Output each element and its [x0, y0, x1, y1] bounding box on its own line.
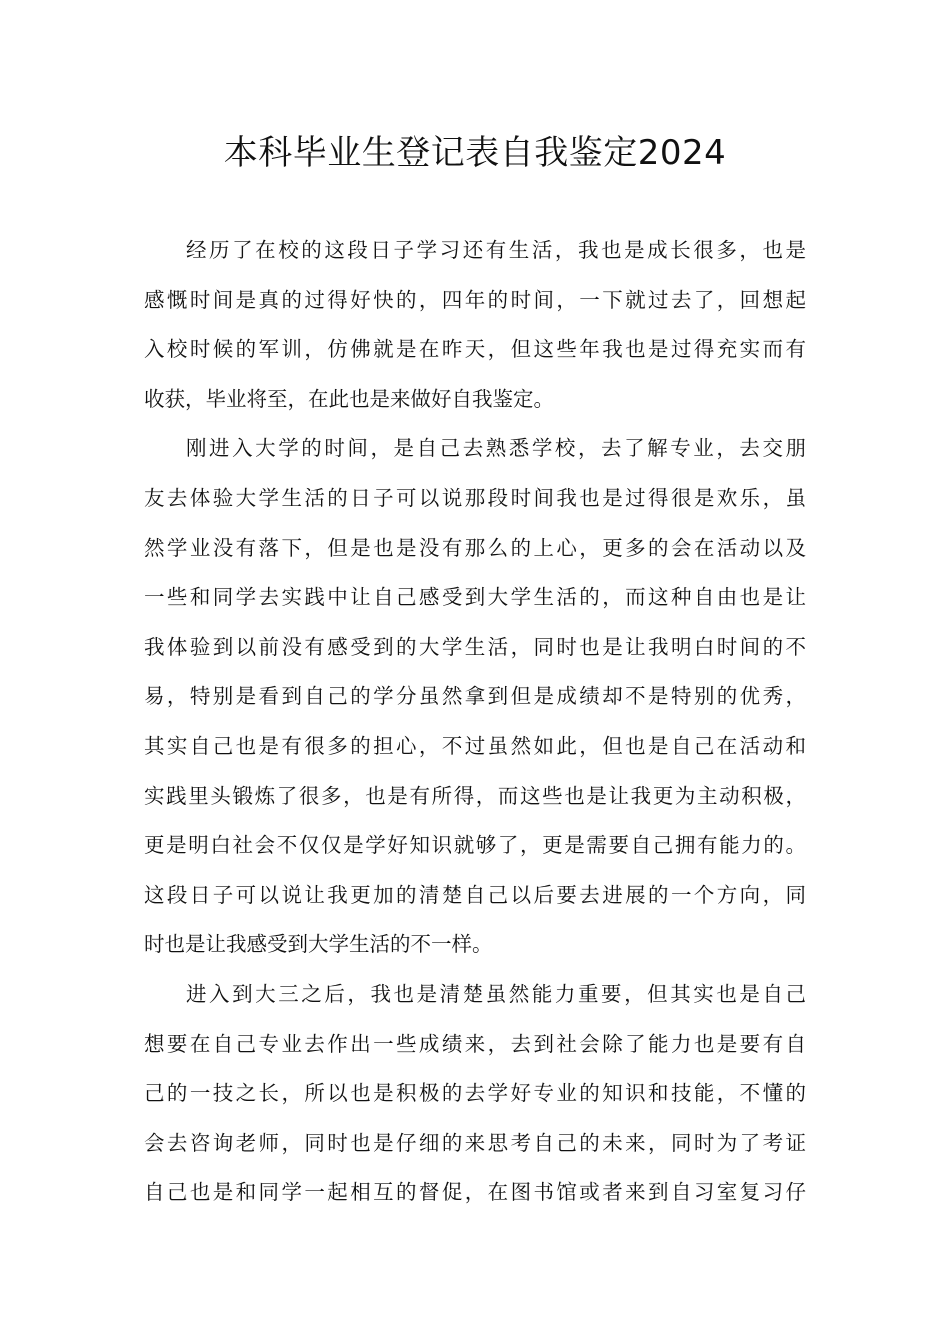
text-line: 易，特别是看到自己的学分虽然拿到但是成绩却不是特别的优秀， — [144, 684, 806, 709]
text-line: 一些和同学去实践中让自己感受到大学生活的，而这种自由也是让 — [144, 585, 806, 610]
text-line: 感慨时间是真的过得好快的，四年的时间，一下就过去了，回想起 — [144, 287, 806, 312]
text-line: 自己也是和同学一起相互的督促，在图书馆或者来到自习室复习仔 — [144, 1180, 806, 1205]
text-line: 然学业没有落下，但是也是没有那么的上心，更多的会在活动以及 — [144, 535, 806, 560]
text-line: 其实自己也是有很多的担心，不过虽然如此，但也是自己在活动和 — [144, 733, 806, 758]
text-line: 己的一技之长，所以也是积极的去学好专业的知识和技能，不懂的 — [144, 1081, 806, 1106]
text-line: 刚进入大学的时间，是自己去熟悉学校，去了解专业，去交朋 — [186, 436, 806, 461]
text-line: 想要在自己专业去作出一些成绩来，去到社会除了能力也是要有自 — [144, 1031, 806, 1056]
text-line: 收获，毕业将至，在此也是来做好自我鉴定。 — [144, 386, 554, 411]
text-line: 实践里头锻炼了很多，也是有所得，而这些也是让我更为主动积极， — [144, 783, 806, 808]
text-line: 这段日子可以说让我更加的清楚自己以后要去进展的一个方向，同 — [144, 882, 806, 907]
text-line: 入校时候的军训，仿佛就是在昨天，但这些年我也是过得充实而有 — [144, 337, 806, 362]
text-line: 会去咨询老师，同时也是仔细的来思考自己的未来，同时为了考证 — [144, 1130, 806, 1155]
paragraph-3 — [144, 970, 806, 1218]
text-line: 进入到大三之后，我也是清楚虽然能力重要，但其实也是自己 — [186, 981, 806, 1006]
document-body — [144, 226, 806, 1218]
text-line: 友去体验大学生活的日子可以说那段时间我也是过得很是欢乐，虽 — [144, 485, 806, 510]
text-line: 更是明白社会不仅仅是学好知识就够了，更是需要自己拥有能力的。 — [144, 833, 806, 858]
text-line: 时也是让我感受到大学生活的不一样。 — [144, 932, 493, 957]
paragraph-1 — [144, 226, 806, 424]
text-line: 经历了在校的这段日子学习还有生活，我也是成长很多，也是 — [186, 238, 806, 262]
text-line: 我体验到以前没有感受到的大学生活，同时也是让我明白时间的不 — [144, 634, 806, 659]
paragraph-2 — [144, 424, 806, 970]
page-title: 本科毕业生登记表自我鉴定2024 — [223, 133, 727, 173]
